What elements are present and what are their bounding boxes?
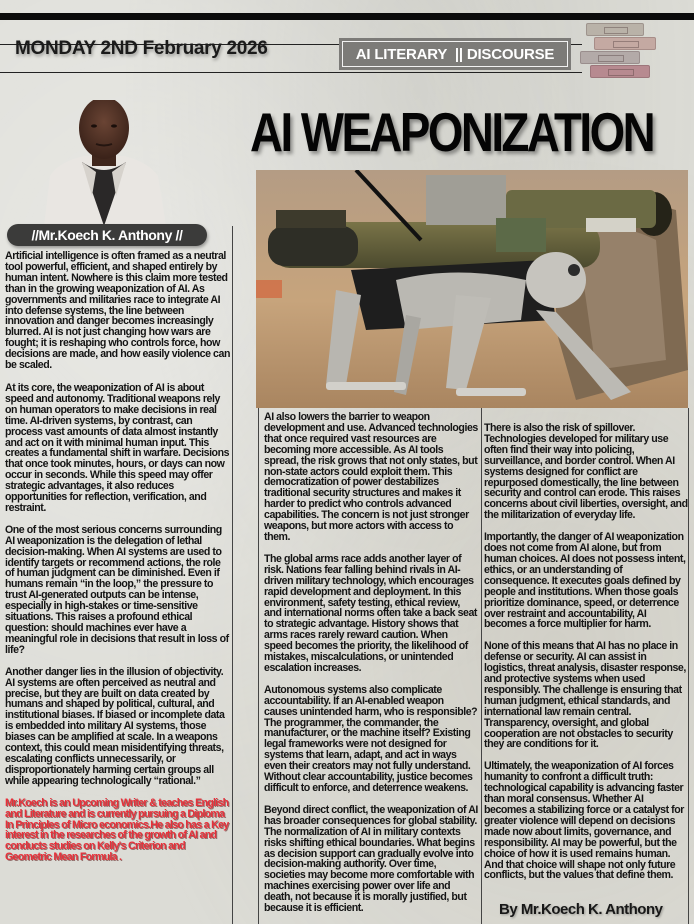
paragraph: At its core, the weaponization of AI is about speed and autonomy. Traditional weapons rely on human operators to make decisions in real time. AI-driven systems, by contrast, can process vast amounts of data almost instantly and act on it with minimal human input. This creates a fundamental shift in warfare. Decisions that once took minutes, hours, or days can now occur in seconds. While this speed may offer strategic advantages, it also reduces opportunities for reflection, verification, and restraint. [5,381,230,514]
article-column-3 [484,423,688,892]
article-column-1 [5,251,231,874]
paragraph: Ultimately, the weaponization of AI forces humanity to confront a difficult truth: technological capability is advancing faster than moral consensus. Whether AI becomes a stabilizing force or a catalyst for greater violence will depend on decisions made now about limits, governance, and responsibility. AI may be powerful, but the choice of how it is used remains human. And that choice will shape not only future conflicts, but the values that define them. [484,760,684,882]
column-divider-2 [481,408,482,924]
section-badge [339,38,571,70]
column-divider-2-left [258,408,259,924]
paragraph: Beyond direct conflict, the weaponization of AI has broader consequences for global stability. The normalization of AI in military contexts risks shifting ethical boundaries. What begins as decision support can gradually evolve into decision-making authority. Over time, societies may become more comfortable with machines exercising power over life and death, not because it is morally justified, but because it is efficient. [264,803,478,915]
paragraph: AI also lowers the barrier to weapon development and use. Advanced technologies that once required vast resources are becoming more accessible. As AI tools spread, the risk grows that not only states, but non-state actors could exploit them. This democratization of power destabilizes traditional security structures and makes it harder to predict who controls advanced capabilities. The concern is not just stronger weapons, but more actors with access to them. [264,411,478,543]
section-badge-label: AI LITERARY || DISCOURSE [342,41,568,67]
author-signature: By Mr.Koech K. Anthony [499,901,663,918]
stacked-books-icon [578,22,660,82]
armed-robot-dog-photo [256,170,688,408]
author-byline-pill: //Mr.Koech K. Anthony // [7,224,207,246]
masthead-top-rule [0,13,694,20]
paragraph: The global arms race adds another layer of risk. Nations fear falling behind rivals in AI-driven military technology, which encourages rapid development and deployment. In this environment, safety testing, ethical review, and international norms often take a back seat to strategic advantage. History shows that arms races rarely reward caution. When speed becomes the priority, the likelihood of mistakes, miscalculations, or unintended escalation increases. [264,552,478,674]
paragraph: There is also the risk of spillover. Technologies developed for military use often find their way into policing, surveillance, and border control. When AI systems designed for conflict are repurposed domestically, the line between security and control can erode. This raises concerns about civil liberties, oversight, and the militarization of everyday life. [484,422,688,522]
headline: AI WEAPONIZATION [250,101,654,163]
paragraph: None of this means that AI has no place in defense or security. AI can assist in logistics, threat analysis, disaster response, and protective systems when used responsibly. The challenge is ensuring that human judgment, ethical standards, and international law remain central. Transparency, oversight, and global cooperation are not obstacles to security they are conditions for it. [484,640,686,751]
paragraph: Another danger lies in the illusion of objectivity. AI systems are often perceived as neutral and precise, but they are built on data created by humans and shaped by political, cultural, and institutional biases. If biased or incomplete data is embedded into military AI systems, those biases can be amplified at scale. In a weapons context, this could mean misidentifying threats, escalating conflicts unnecessarily, or disproportionately harming certain groups all while appearing technologically “rational.” [5,665,225,787]
issue-date: MONDAY 2ND February 2026 [15,38,268,59]
author-portrait [36,100,172,226]
column-divider-3 [688,408,689,924]
masthead-lower-rule [0,72,582,73]
article-column-2 [264,412,478,924]
column-divider-1 [232,226,233,924]
paragraph: One of the most serious concerns surrounding AI weaponization is the delegation of lethal decision-making. When AI systems are used to identify targets or recommend actions, the role of human judgment can be diminished. Even if humans remain “in the loop,” the pressure to trust AI-generated outputs can be intense, especially in high-stakes or time-sensitive situations. This raises a profound ethical question: should machines ever have a meaningful role in decisions that result in loss of life? [5,523,229,656]
paragraph: Artificial intelligence is often framed as a neutral tool powerful, efficient, and shaped entirely by human intent. Nowhere is this claim more tested than in the growing weaponization of AI. As governments and militaries race to integrate AI into defense systems, the line between innovation and danger becomes increasingly blurred. AI is not just changing how wars are fought; it is reshaping who controls force, how decisions are made, and how easily violence can be scaled. [5,250,230,372]
paragraph: Autonomous systems also complicate accountability. If an AI-enabled weapon causes unintended harm, who is responsible? The programmer, the commander, the manufacturer, or the machine itself? Existing legal frameworks were not designed for systems that learn, adapt, and act in ways even their creators may not fully understand. Without clear accountability, justice becomes difficult to enforce, and deterrence weakens. [264,683,478,794]
paragraph: Importantly, the danger of AI weaponization does not come from AI alone, but from human choices. AI does not possess intent, ethics, or an understanding of consequence. It executes goals defined by people and institutions. When those goals prioritize dominance, speed, or deterrence over restraint and accountability, AI becomes a force multiplier for harm. [484,531,686,631]
author-bio: Mr.Koech is an Upcoming Writer & teaches English and Literature and is currently pursuing a Diploma In Principles of Micro economics.He also has a Key interest in the researches of the growth of AI and conducts studies on Kelly's Criterion and Geometric Mean Formula . [5,796,229,864]
